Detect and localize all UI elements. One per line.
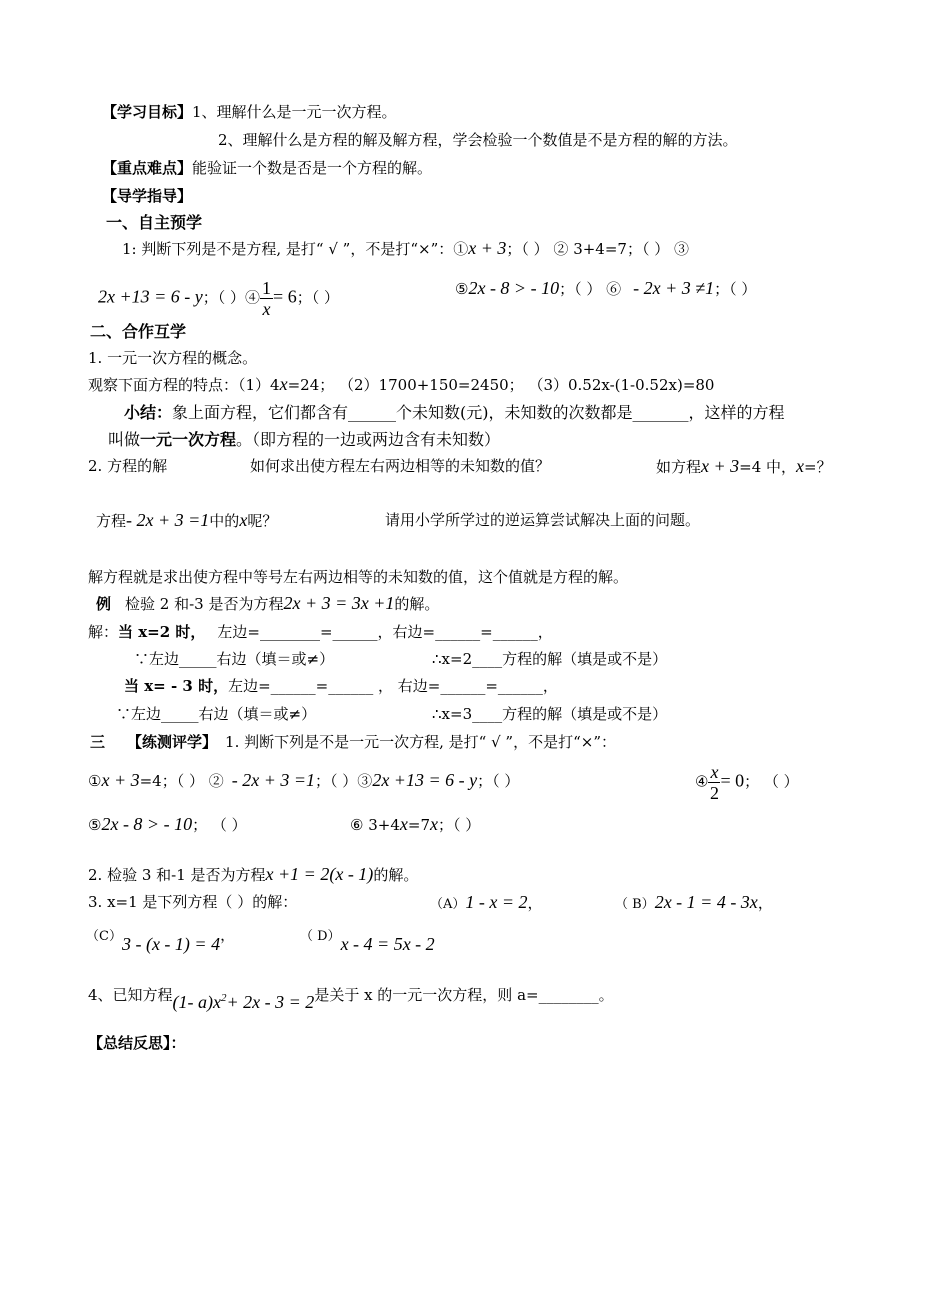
keypoint-text: 能验证一个数是否是一个方程的解。: [192, 159, 433, 177]
s3-q3-C-label: （C）: [86, 929, 122, 944]
section3-header: [90, 732, 616, 752]
s3-q3-B-label: （ B）: [615, 897, 655, 912]
s1-q1-d-eq: = 6: [273, 286, 297, 307]
s3-r1-d-tail: ； （ ）: [744, 772, 799, 791]
example-line: [96, 593, 439, 614]
sol2-because: ∵左边_____右边（填＝或≠）: [116, 705, 317, 723]
example-eq: 2x + 3 = 3x +1: [283, 593, 395, 613]
example-a: 检验 2 和-3 是否为方程: [125, 595, 284, 613]
goal-1: 1、理解什么是一元一次方程。: [192, 103, 397, 121]
solution-example: [656, 456, 832, 477]
s3-q3-D-eq: x - 4 = 5x - 2: [340, 934, 435, 954]
s1-q1-line2: [98, 278, 339, 319]
eq2-x: x: [239, 510, 248, 530]
fraction-numerator: 1: [262, 278, 272, 298]
s3-r2-f-tail: ；（ ）: [438, 816, 481, 834]
summary-line: [124, 403, 785, 423]
solution-title: 2. 方程的解: [88, 457, 168, 475]
s3-r1-b-eq: - 2x + 3 =1: [231, 770, 316, 790]
s3-q2-a: 2. 检验 3 和-1 是否为方程: [88, 866, 266, 884]
s3-q4-eq: [173, 992, 315, 1012]
section3-label: 【练测评学】: [127, 733, 218, 751]
eq2-eq: - 2x + 3 =1: [126, 510, 210, 530]
s1-q1-c-eq: 2x +13 = 6 - y: [98, 286, 203, 307]
fraction-denominator: x: [262, 299, 271, 319]
s3-q3-A: [430, 892, 543, 915]
sol-prefix: 解：: [88, 623, 119, 641]
s3-q2-b: 的解。: [373, 866, 419, 884]
keypoint-label: 【重点难点】: [102, 159, 193, 177]
section1-title: 一、自主预学: [106, 213, 203, 232]
s3-r1-d: ④: [695, 772, 709, 791]
summary-line-2: [108, 430, 500, 450]
s3-row2: [88, 814, 247, 835]
s1-q1-e-label: ⑤: [455, 280, 469, 298]
sol1-text: 左边=________=______，右边=______=______，: [217, 623, 553, 641]
sol2-case: 当 x= - 3 时，: [124, 677, 229, 695]
observe-x: x: [279, 374, 288, 394]
s3-r1-a-tail: =4；（ ） ②: [139, 772, 224, 790]
s3-row1: [88, 770, 519, 791]
s1-q1-d-fraction: [260, 278, 273, 319]
s1-q1-a-tail: ；（ ） ② 3+4=7；（ ） ③: [506, 240, 689, 258]
s3-q3-B: [615, 892, 773, 915]
summary-label: 小结：: [124, 403, 173, 422]
s3-q2-eq: x +1 = 2(x - 1): [265, 864, 374, 884]
s3-r1-d-eq: = 0: [720, 770, 745, 791]
s3-r2-e-tail: ； （ ）: [192, 816, 247, 834]
observe-line: [88, 374, 714, 395]
s1-q1-line2b: [455, 278, 756, 299]
eq2-a: 方程: [96, 512, 127, 530]
s3-r1-b-tail: ；（ ）③: [315, 772, 373, 790]
sol2-text: 左边=______=______ ， 右边=______=______，: [228, 677, 558, 695]
s3-q3-C: [86, 924, 236, 954]
concept-title: 1. 一元一次方程的概念。: [88, 349, 258, 367]
observe-a: 观察下面方程的特点：（1）4: [88, 376, 280, 394]
s3-q3-C-tail: ，: [220, 926, 236, 944]
fraction-denominator: 2: [709, 783, 719, 803]
eq2-b: 中的: [209, 512, 240, 530]
s1-q1-a-eq: x + 3: [468, 238, 507, 258]
summary-text: 象上面方程，它们都含有______个未知数(元)，未知数的次数都是_______，这样的方程: [172, 403, 785, 422]
s3-q4-a: 4、已知方程: [88, 986, 173, 1004]
fraction-numerator: x: [710, 762, 719, 782]
goals-label: 【学习目标】: [102, 103, 193, 121]
s1-q1-e-tail: ；（ ） ⑥: [559, 280, 622, 298]
s3-q4-b: 是关于 x 的一元一次方程，则 a=________。: [314, 986, 614, 1004]
s3-q3-D-label: （ D）: [300, 929, 341, 944]
solution-eg-a: 如方程: [656, 458, 702, 476]
s3-q4-eq-sup: 2: [221, 992, 227, 1004]
s3-q2: [88, 864, 418, 885]
section3-num: 三: [90, 733, 106, 751]
summary-term: 一元一次方程: [140, 430, 237, 449]
s3-q4-eq-a: (1- a)x: [172, 992, 222, 1012]
s1-q1-c-tail: ；（ ）④: [202, 288, 261, 307]
s3-r2-f-mid: =7: [407, 816, 430, 834]
s3-q3-A-label: （A）: [430, 897, 466, 912]
guide-label: 【导学指导】: [102, 187, 193, 205]
summary-line2a: 叫做: [108, 430, 141, 449]
s3-r2-e: ⑤: [88, 816, 102, 834]
eq2-c: 呢？: [247, 512, 278, 530]
solution-eg-x: x: [796, 456, 805, 476]
s3-r2-f-x1: x: [399, 814, 408, 834]
s3-q4: [88, 980, 614, 1012]
solution-eg-b: =4 中，: [739, 458, 797, 476]
observe-b: =24； （2）1700+150=2450； （3）0.52x-(1-0.52x)=80: [287, 376, 715, 394]
s3-q3-C-eq: 3 - (x - 1) = 4: [121, 934, 221, 954]
reflection-label: 【总结反思】：: [88, 1034, 186, 1052]
sol1-therefore: ∴x=2____方程的解（填是或不是）: [432, 650, 668, 668]
example-label: 例: [96, 595, 112, 613]
sol1-because: ∵左边_____右边（填＝或≠）: [134, 650, 335, 668]
s3-r1-c-eq: 2x +13 = 6 - y: [372, 770, 478, 790]
sol1-case: 当 x=2 时，: [118, 623, 206, 641]
s3-q3-B-tail: ，: [757, 894, 773, 912]
solution-question: 如何求出使方程左右两边相等的未知数的值？: [250, 457, 551, 475]
solution-eg-eq: x + 3: [701, 456, 740, 476]
s3-r1-d-fraction: [708, 762, 720, 803]
summary-line2b: 。（即方程的一边或两边含有未知数）: [236, 430, 501, 449]
s3-r2-f-x2: x: [430, 814, 438, 834]
s3-q3-A-eq: 1 - x = 2: [465, 892, 528, 912]
example-b: 的解。: [394, 595, 440, 613]
s3-q3-B-eq: 2x - 1 = 4 - 3x: [654, 892, 758, 912]
s3-q3-a: 3. x=1 是下列方程（ ）的解：: [88, 893, 298, 911]
s3-row2-f: [350, 814, 480, 835]
section3-q1: 1. 判断下列是不是一元一次方程, 是打“ √ ”，不是打“×”：: [225, 733, 616, 751]
s3-q3-A-tail: ，: [527, 894, 543, 912]
section2-title: 二、合作互学: [90, 322, 187, 341]
eq2-line: [96, 510, 277, 531]
s3-r1-a: ①: [88, 772, 102, 790]
solution-eg-c: =？: [804, 458, 832, 476]
s1-q1-f-tail: ；（ ）: [714, 280, 757, 298]
s3-r2-f: ⑥ 3+4: [350, 816, 400, 834]
s3-q3-D: [300, 924, 435, 954]
s1-q1-e-eq: 2x - 8 > - 10: [468, 278, 560, 298]
eq2-hint: 请用小学所学过的逆运算尝试解决上面的问题。: [385, 511, 701, 529]
goals-line-1: [102, 102, 397, 122]
sol2-therefore: ∴x=3____方程的解（填是或不是）: [432, 705, 668, 723]
s3-row1-d: [695, 762, 799, 803]
s3-r1-a-eq: x + 3: [101, 770, 140, 790]
s3-q4-eq-b: + 2x - 3 = 2: [226, 992, 315, 1012]
s3-q3: [88, 892, 297, 912]
goal-2: 2、理解什么是方程的解及解方程，学会检验一个数值是不是方程的解的方法。: [218, 131, 738, 149]
sol1-line: [88, 622, 553, 642]
s3-r2-e-eq: 2x - 8 > - 10: [101, 814, 193, 834]
sol2-line: [124, 676, 558, 696]
s1-q1-d-tail: ；（ ）: [296, 288, 339, 307]
keypoint-line: [102, 158, 432, 178]
s1-q1-f-eq: - 2x + 3 ≠1: [633, 278, 715, 298]
s1-q1-line1: [122, 238, 689, 259]
s3-r1-c-tail: ；（ ）: [477, 772, 520, 790]
s1-q1-intro: 1: 判断下列是不是方程, 是打“ √ ”，不是打“×”：①: [122, 240, 469, 258]
definition: 解方程就是求出使方程中等号左右两边相等的未知数的值，这个值就是方程的解。: [88, 568, 629, 586]
